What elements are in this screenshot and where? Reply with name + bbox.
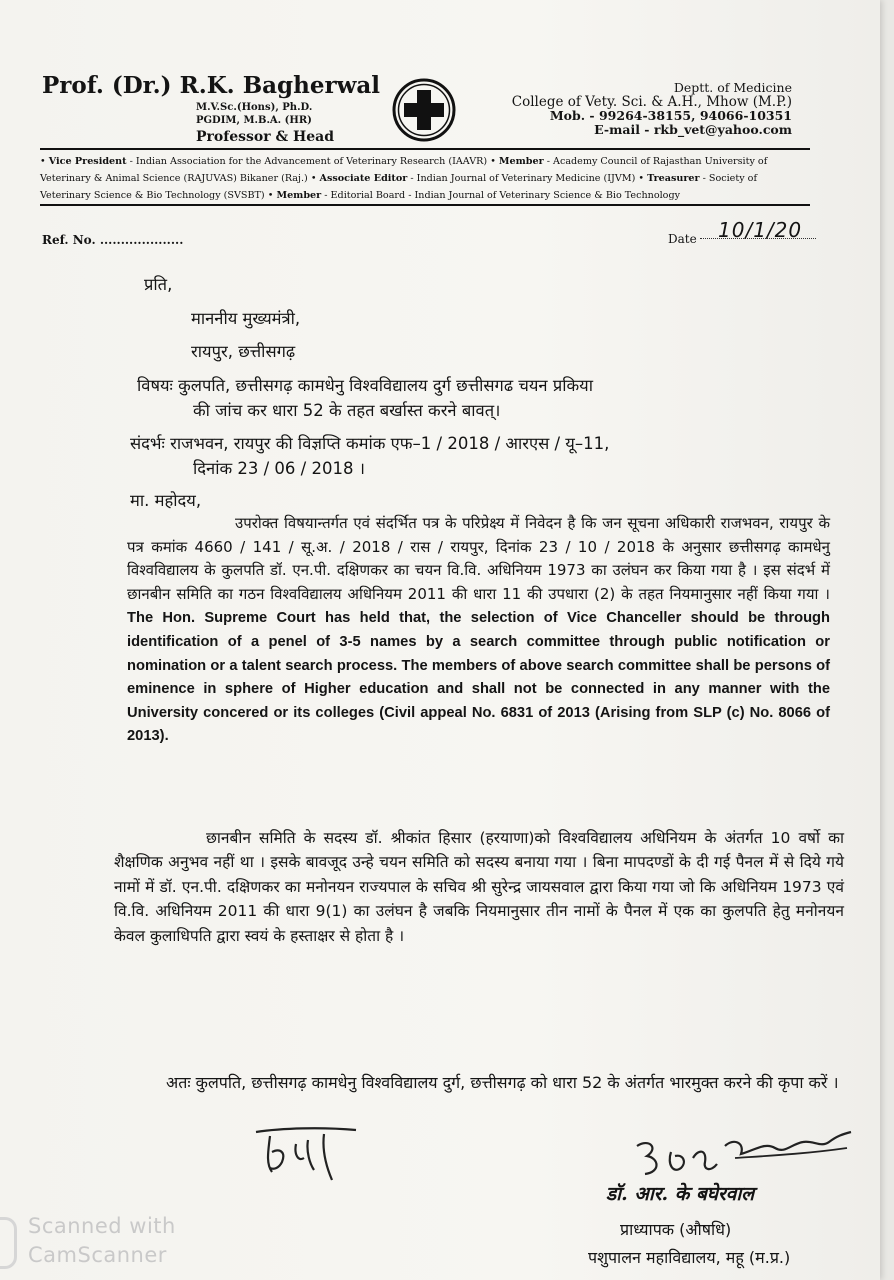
subject-line-2: की जांच कर धारा 52 के तहत बर्खास्त करने बावत्। [193, 401, 501, 420]
subject-line-1: विषयः कुलपति, छत्तीसगढ़ कामधेनु विश्वविद्यालय दुर्ग छत्तीसगढ चयन प्रकिया [137, 376, 594, 395]
signature-scribble [615, 1128, 855, 1188]
letterhead-department: Deptt. of Medicine [673, 80, 792, 95]
affiliation: • Member - Academy Council of Rajasthan University of Veterinary & Animal Science (RAJUVAS) Bikaner (Raj.) [40, 156, 768, 184]
body-paragraph-2: छानबीन समिति के सदस्य डॉ. श्रीकांत हिसार (हरयाणा)को विश्वविद्यालय अधिनियम के अंतर्गत 10 वर्षो का शैक्षणिक अनुभव नहीं था । इसके बावजूद उन्हे चयन समिति को सदस्य बनाया गया । बिना मापदण्डों के दी गई पैनल में से दिये गये नामों में डॉ. एन.पी. दक्षिणकर का मनोनयन राज्यपाल के सचिव श्री सुरेन्द्र जायसवाल द्वारा किया गया जो कि अधिनियम 1973 एवं वि.वि. अधिनियम 2011 की धारा 9(1) का उलंघन है जबकि नियमानुसार तीन नामों के पैनल में एक का कुलपति हेतु मनोनयन केवल कुलाधिपति द्वारा स्वयं के हस्ताक्षर से होता है । [114, 829, 844, 945]
watermark-line-1: Scanned with [28, 1214, 176, 1238]
camscanner-logo-icon [0, 1217, 17, 1269]
scanner-watermark [0, 1211, 190, 1273]
letterhead-mobile: Mob. - 99264-38155, 94066-10351 [549, 108, 792, 123]
signatory-name: डॉ. आर. के बघेरवाल [606, 1183, 755, 1205]
letterhead-degrees-line-2: PGDIM, M.B.A. (HR) [196, 115, 312, 126]
body-paragraph-1-hindi: उपरोक्त विषयान्तर्गत एवं संदर्भित पत्र के परिप्रेक्ष्य में निवेदन है कि जन सूचना अधिकारी राजभवन, रायपुर के पत्र कमांक 4660 / 141 / सू.अ. / 2018 / रास / रायपुर, दिनांक 23 / 10 / 2018 के अनुसार छत्तीसगढ़ कामधेनु विश्वविद्यालय के कुलपति डॉ. एन.पी. दक्षिणकर का चयन वि.वि. अधिनियम 1973 का उलंघन कर किया गया है । इस संदर्भ में छानबीन समिति का गठन विश्वविद्यालय अधिनियम 2011 की धारा 11 की उपधारा (2) के तहत नियमानुसार नहीं किया गया । [127, 514, 830, 603]
letterhead-college: College of Vety. Sci. & A.H., Mhow (M.P.) [511, 94, 792, 110]
affiliation: • Vice President - Indian Association for the Advancement of Veterinary Research (IAAVR) [40, 156, 491, 167]
salutation: मा. महोदय, [130, 491, 202, 510]
affiliation: • Associate Editor - Indian Journal of Veterinary Medicine (IJVM) [310, 173, 639, 184]
date-value: 10/1/20 [718, 218, 803, 242]
letter-to: प्रति, [144, 275, 173, 294]
affiliation: • Member - Editorial Board - Indian Journal of Veterinary Science & Bio Technology [267, 190, 681, 201]
letterhead-position: Professor & Head [196, 129, 335, 145]
reference-line-1: संदर्भः राजभवन, रायपुर की विज्ञप्ति कमांक एफ–1 / 2018 / आरएस / यू–11, [130, 434, 610, 453]
letterhead-rule-top [40, 148, 810, 150]
letterhead-name: Prof. (Dr.) R.K. Bagherwal [42, 72, 381, 99]
affiliation: • Treasurer - Society of Veterinary Science & Bio Technology (SVSBT) [40, 173, 757, 201]
date-label: Date [668, 232, 697, 246]
addressee-line-1: माननीय मुख्यमंत्री, [191, 309, 301, 328]
reference-line-2: दिनांक 23 / 06 / 2018 । [193, 459, 365, 478]
signatory-institution: पशुपालन महाविद्यालय, महू (म.प्र.) [588, 1248, 791, 1267]
addressee-line-2: रायपुर, छत्तीसगढ़ [191, 342, 296, 361]
ref-number: Ref. No. .................... [42, 233, 184, 247]
letterhead-affiliations [40, 153, 810, 204]
letterhead-email: E-mail - rkb_vet@yahoo.com [594, 122, 792, 137]
handwritten-initial-mark [252, 1122, 362, 1182]
body-paragraph-1 [127, 512, 830, 748]
body-paragraph-1-english: The Hon. Supreme Court has held that, the selection of Vice Chanceller should be through identification of a penel of 3-5 names by a search committee through public notification or nomination or a talent search process. The members of above search committee shall be persons of eminence in sphere of Higher education and shall not be connected in any manner with the University concered or its colleges (Civil appeal No. 6831 of 2013 (Arising from SLP (c) No. 8066 of 2013). [127, 610, 830, 745]
red-cross-icon [391, 77, 457, 143]
signatory-title: प्राध्यापक (औषधि) [620, 1220, 732, 1239]
body-paragraph-3: अतः कुलपति, छत्तीसगढ़ कामधेनु विश्वविद्यालय दुर्ग, छत्तीसगढ़ को धारा 52 के अंतर्गत भारमुक्त करने की कृपा करें । [166, 1073, 839, 1092]
letterhead-degrees-line-1: M.V.Sc.(Hons), Ph.D. [196, 102, 313, 113]
letterhead-rule-bottom [40, 204, 810, 206]
watermark-line-2: CamScanner [28, 1243, 167, 1267]
